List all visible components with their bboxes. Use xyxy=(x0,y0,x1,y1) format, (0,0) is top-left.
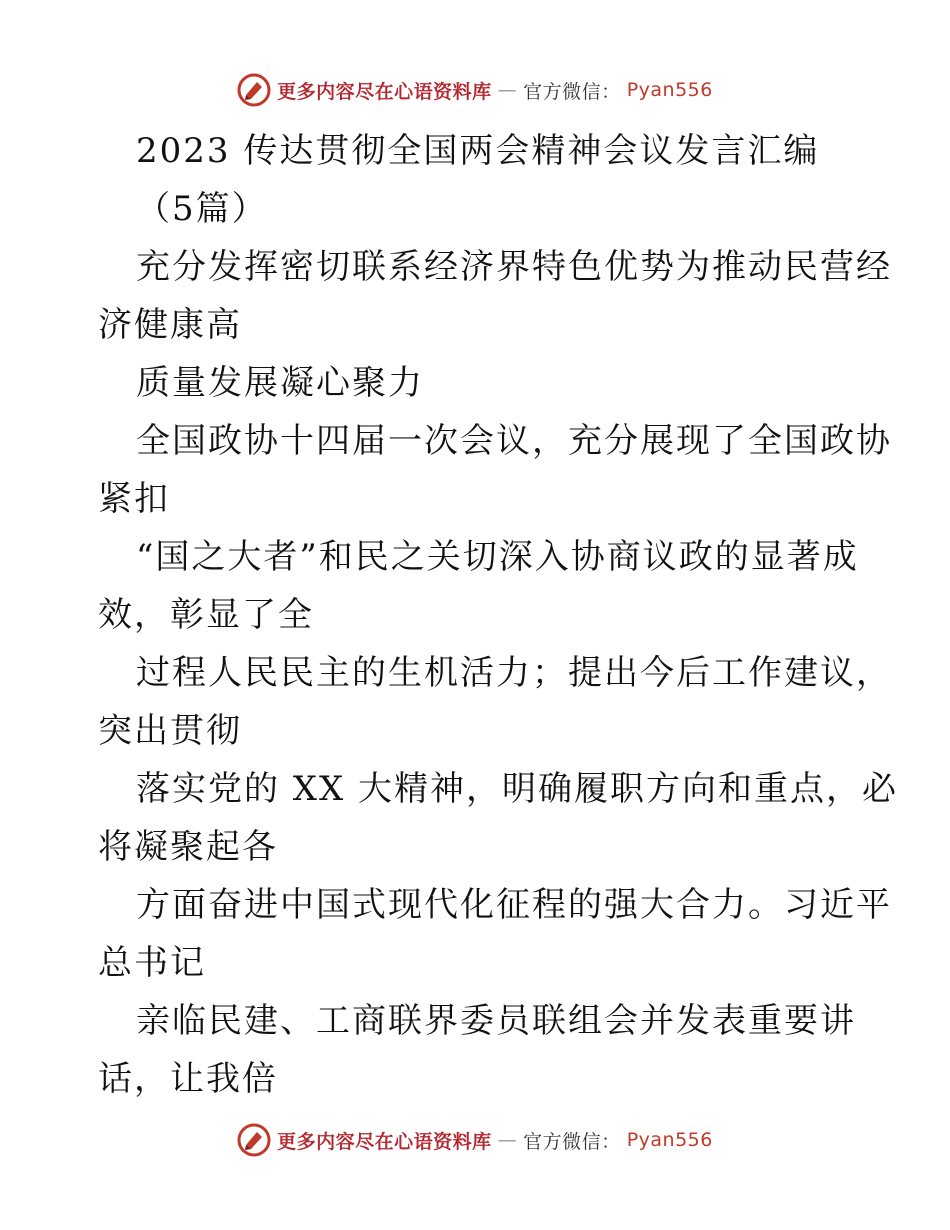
text-line: 紧扣 xyxy=(98,479,170,519)
document-subtitle: （5篇） xyxy=(136,189,268,229)
text-line: 质量发展凝心聚力 xyxy=(136,363,424,403)
watermark-brand: 更多内容尽在心语资料库 xyxy=(277,80,492,103)
text-line: 突出贯彻 xyxy=(98,711,242,751)
watermark-brand: 更多内容尽在心语资料库 xyxy=(277,1130,492,1153)
text-line: 总书记 xyxy=(98,943,206,983)
footer-watermark xyxy=(0,1120,950,1160)
text-line: 将凝聚起各 xyxy=(98,827,278,867)
watermark-separator: — xyxy=(497,79,518,101)
text-line: “国之大者”和民之关切深入协商议政的显著成 xyxy=(136,537,859,577)
text-line: 方面奋进中国式现代化征程的强大合力。习近平 xyxy=(136,885,892,925)
watermark-wechat-id: Pyan556 xyxy=(626,79,713,101)
brand-logo-icon xyxy=(237,1123,271,1157)
watermark-separator: — xyxy=(497,1129,518,1151)
document-title: 2023 传达贯彻全国两会精神会议发言汇编 xyxy=(136,131,820,171)
text-line: 全国政协十四届一次会议，充分展现了全国政协 xyxy=(136,421,892,461)
watermark-wechat-label: 官方微信： xyxy=(523,1130,621,1153)
brand-logo-icon xyxy=(237,73,271,107)
text-line: 过程人民民主的生机活力；提出今后工作建议， xyxy=(136,653,892,693)
text-line: 充分发挥密切联系经济界特色优势为推动民营经 xyxy=(136,247,892,287)
text-line: 落实党的 XX 大精神，明确履职方向和重点，必 xyxy=(136,769,899,809)
text-line: 话，让我倍 xyxy=(98,1059,278,1099)
watermark-wechat-label: 官方微信： xyxy=(523,80,621,103)
header-watermark xyxy=(0,70,950,110)
text-line: 济健康高 xyxy=(98,305,242,345)
watermark-wechat-id: Pyan556 xyxy=(626,1129,713,1151)
text-line: 效，彰显了全 xyxy=(98,595,314,635)
text-line: 亲临民建、工商联界委员联组会并发表重要讲 xyxy=(136,1001,856,1041)
document-body xyxy=(98,122,899,1108)
